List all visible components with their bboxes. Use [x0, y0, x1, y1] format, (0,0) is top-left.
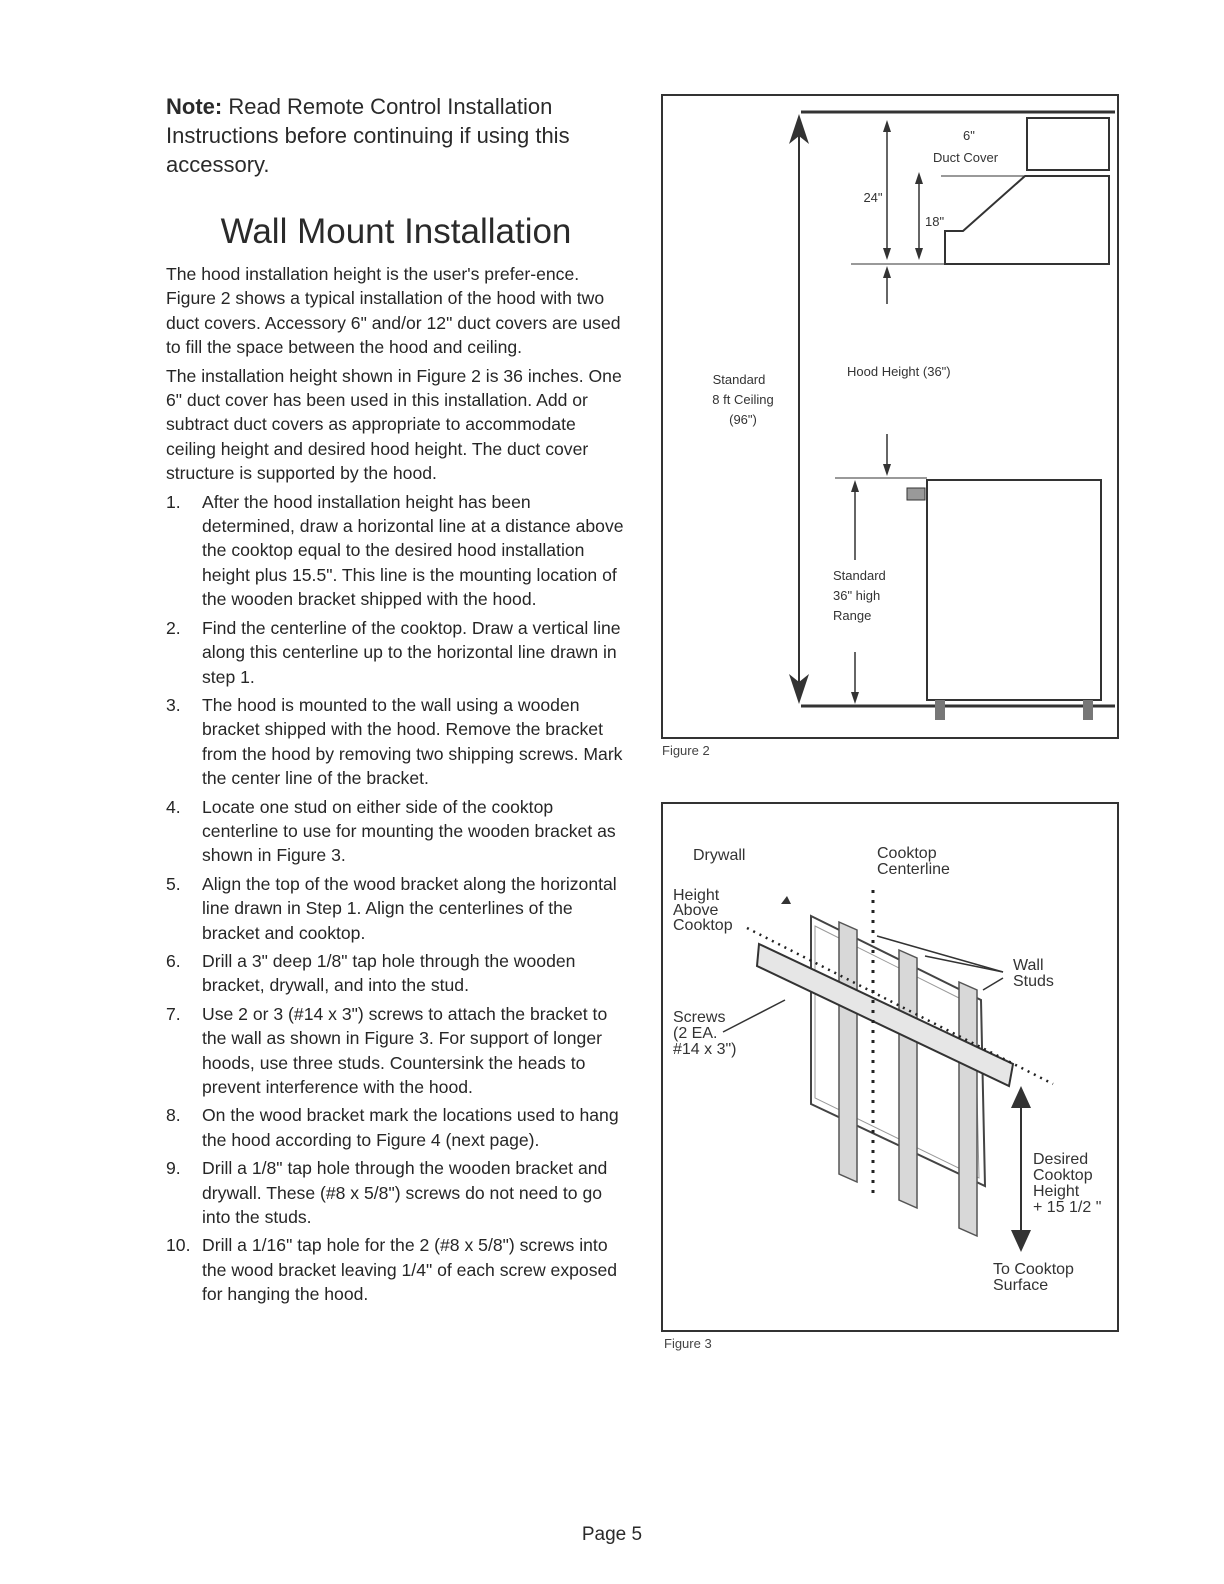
section-title: Wall Mount Installation: [220, 212, 572, 251]
figure-2-diagram: [663, 96, 1117, 737]
height-above-label-3: Cooktop: [673, 917, 733, 934]
step-number: 5.: [166, 873, 181, 894]
step-text: On the wood bracket mark the locations used to hang the hood according to Figure 4 (next page).: [202, 1105, 619, 1150]
wall-studs-label-2: Studs: [1013, 973, 1054, 990]
figure-2-caption: Figure 2: [662, 743, 710, 758]
ceiling-label-1: Standard: [712, 372, 766, 387]
step-text: Find the centerline of the cooktop. Draw a vertical line along this centerline up to the horizontal line drawn in step 1.: [202, 617, 621, 687]
step-text: Drill a 1/16" tap hole for the 2 (#8 x 5/8") screws into the wood bracket leaving 1/4" of each screw exposed for hanging the hood.: [202, 1235, 618, 1305]
height-above-label-1: Height: [673, 887, 720, 904]
desired-label-1: Desired: [1033, 1151, 1089, 1168]
duct-cover-label: Duct Cover: [933, 150, 999, 165]
range-foot-left: [935, 700, 945, 720]
step-number: 4.: [166, 796, 181, 817]
step-1: [166, 490, 626, 612]
centerline-label-1: Cooktop: [877, 845, 937, 862]
step-number: 9.: [166, 1158, 181, 1179]
note-text: Read Remote Control Installation Instructions before continuing if using this accessory.: [166, 94, 570, 177]
step-number: 6.: [166, 950, 181, 971]
step-text: Use 2 or 3 (#14 x 3") screws to attach the bracket to the wall as shown in Figure 3. For support of longer hoods, use three studs. Countersink the heads to prevent interference with the hood.: [202, 1003, 608, 1097]
range-label-2: 36" high: [833, 588, 881, 603]
step-number: 1.: [166, 491, 181, 512]
desired-label-2: Cooktop: [1033, 1167, 1093, 1184]
step-10: [166, 1233, 626, 1306]
step-8: [166, 1103, 626, 1152]
step-number: 2.: [166, 617, 181, 638]
step-5: [166, 872, 626, 945]
wall-studs-label-1: Wall: [1013, 957, 1044, 974]
duct-cover-box: [1027, 118, 1109, 170]
step-text: The hood is mounted to the wall using a wooden bracket shipped with the hood. Remove the bracket from the hood by removing two shipping screws. Mark the center line of the bracket.: [202, 694, 623, 789]
screws-label-2: (2 EA.: [673, 1025, 718, 1042]
step-9: [166, 1156, 626, 1229]
dim-18-label: 18": [925, 214, 945, 229]
range-knob: [907, 488, 925, 500]
step-text: After the hood installation height has been determined, draw a horizontal line at a distance above the cooktop equal to the desired hood installation height plus 15.5". This line is the mounting location of the wooden bracket shipped with the hood.: [202, 491, 624, 610]
stud-middle: [899, 950, 917, 1208]
range-label-3: Range: [833, 608, 872, 623]
hood-height-label: Hood Height (36"): [847, 364, 951, 379]
screws-label-1: Screws: [673, 1009, 726, 1026]
instructions-body: [166, 262, 626, 1311]
surface-label-2: Surface: [993, 1277, 1049, 1294]
stud-right: [959, 982, 977, 1236]
step-2: [166, 616, 626, 689]
figure-3-diagram: [663, 804, 1117, 1330]
desired-label-4: + 15 1/2 ": [1033, 1199, 1102, 1216]
surface-label-1: To Cooktop: [993, 1261, 1074, 1278]
note-label: Note:: [166, 94, 223, 119]
range-foot-right: [1083, 700, 1093, 720]
step-text: Drill a 3" deep 1/8" tap hole through the wooden bracket, drywall, and into the stud.: [202, 950, 576, 996]
drywall-label: Drywall: [693, 847, 746, 864]
step-6: [166, 949, 626, 998]
range-label-1: Standard: [833, 568, 886, 583]
step-text: Drill a 1/8" tap hole through the wooden bracket and drywall. These (#8 x 5/8") screws do not need to go into the studs.: [202, 1158, 608, 1228]
intro-paragraph-1: The hood installation height is the user's prefer-ence. Figure 2 shows a typical installation of the hood with two duct covers. Accessory 6" and/or 12" duct covers are used to fill the space between the hood and ceiling.: [166, 264, 621, 358]
figure-3-frame: [661, 802, 1119, 1332]
step-text: Locate one stud on either side of the cooktop centerline to use for mounting the wooden bracket as shown in Figure 3.: [202, 796, 616, 866]
screws-label-3: #14 x 3"): [673, 1041, 737, 1058]
centerline-label-2: Centerline: [877, 861, 950, 878]
step-3: [166, 693, 626, 791]
figure-2-frame: [661, 94, 1119, 739]
figure-3-caption: Figure 3: [664, 1336, 712, 1351]
range-box: [927, 480, 1101, 700]
duct-cover-size: 6": [963, 128, 975, 143]
steps-list: [166, 490, 626, 1307]
step-number: 10.: [166, 1235, 191, 1256]
height-above-label-2: Above: [673, 902, 719, 919]
ceiling-label-2: 8 ft Ceiling: [712, 392, 774, 407]
hood-outline: [945, 176, 1109, 264]
step-number: 3.: [166, 694, 181, 715]
step-4: [166, 795, 626, 868]
step-number: 7.: [166, 1003, 181, 1024]
step-number: 8.: [166, 1105, 181, 1126]
intro-paragraph-2: The installation height shown in Figure 2 is 36 inches. One 6" duct cover has been used in this installation. Add or subtract duct covers as appropriate to accommodate ceiling height and desired hood height. The duct cover structure is supported by the hood.: [166, 365, 622, 484]
note-paragraph: [166, 92, 626, 179]
step-text: Align the top of the wood bracket along the horizontal line drawn in Step 1. Align the centerlines of the bracket and cooktop.: [202, 873, 617, 943]
dim-24-label: 24": [863, 190, 883, 205]
stud-left: [839, 922, 857, 1182]
desired-label-3: Height: [1033, 1183, 1080, 1200]
ceiling-label-3: (96"): [729, 412, 757, 427]
step-7: [166, 1002, 626, 1100]
page-number: Page 5: [581, 1524, 643, 1545]
